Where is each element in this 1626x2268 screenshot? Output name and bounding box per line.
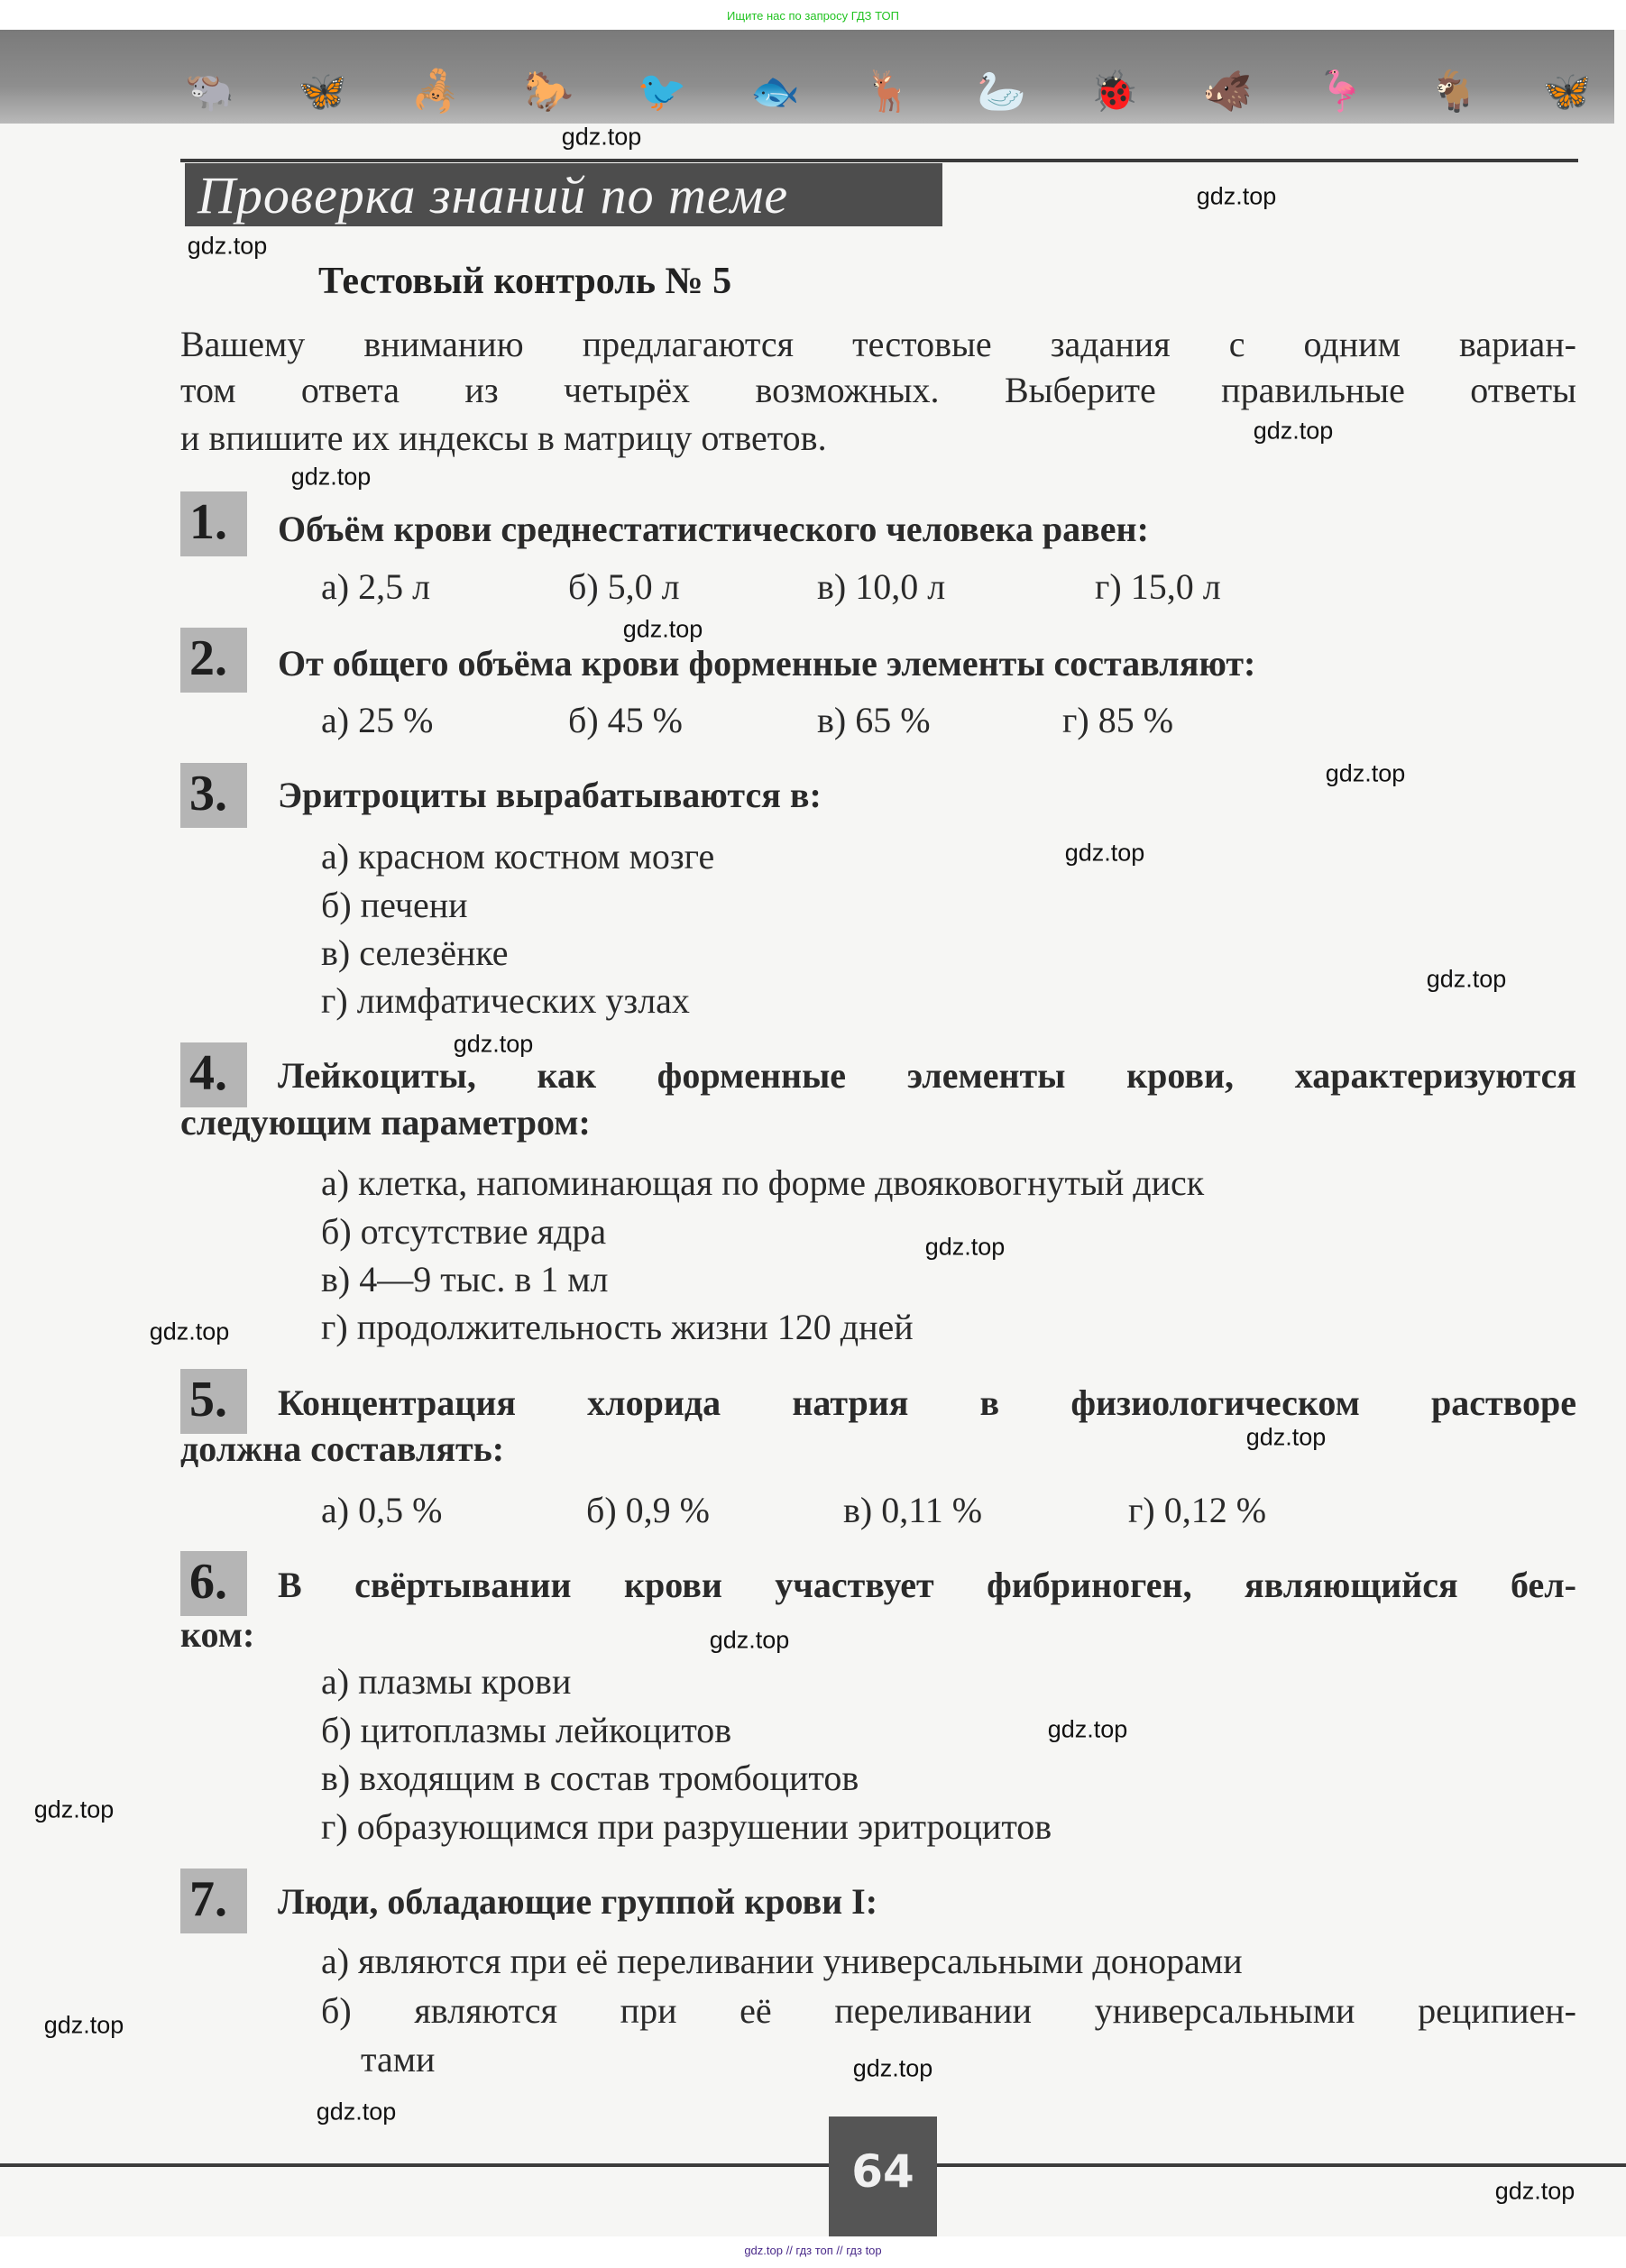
watermark: gdz.top	[316, 2098, 397, 2126]
answer-option: в) 65 %	[817, 700, 931, 740]
answer-option: б) 0,9 %	[586, 1490, 710, 1530]
goat-icon: 🐐	[1428, 69, 1479, 115]
watermark: gdz.top	[187, 232, 268, 260]
watermark: gdz.top	[1196, 182, 1277, 210]
watermark: gdz.top	[149, 1318, 230, 1345]
question-number-badge	[180, 491, 247, 556]
question-text: Лейкоциты, как форменные элементы крови, характеризуются	[278, 1055, 1576, 1096]
question-text: От общего объёма крови форменные элементы составляют:	[278, 643, 1256, 684]
horse-icon: 🐎	[524, 69, 574, 115]
test-heading: Тестовый контроль № 5	[318, 261, 732, 302]
watermark: gdz.top	[1494, 2177, 1575, 2205]
intro-line: и впишите их индексы в матрицу ответов.	[180, 418, 827, 458]
answer-option: а) клетка, напоминающая по форме двояковогнутый диск	[321, 1162, 1205, 1203]
question-text: Люди, обладающие группой крови I:	[278, 1881, 878, 1922]
watermark: gdz.top	[1047, 1715, 1128, 1743]
watermark: gdz.top	[1426, 965, 1507, 993]
answer-option: в) селезёнке	[321, 932, 509, 973]
watermark: gdz.top	[622, 615, 703, 643]
answer-option: г) лимфатических узлах	[321, 980, 690, 1021]
question-number: 7.	[189, 1871, 227, 1927]
question-number-badge	[180, 763, 247, 828]
answer-option: а) красном костном мозге	[321, 836, 715, 877]
answer-option: г) 15,0 л	[1095, 566, 1221, 607]
site-banner-bottom[interactable]: gdz.top // гдз топ // гдз top	[744, 2244, 882, 2257]
bird-icon: 🐦	[637, 69, 687, 115]
watermark: gdz.top	[1325, 759, 1406, 787]
boar-icon: 🐗	[1202, 69, 1253, 115]
answer-option: б) цитоплазмы лейкоцитов	[321, 1710, 732, 1750]
answer-option: а) являются при её переливании универсальными донорами	[321, 1941, 1243, 1981]
heron-icon: 🦢	[976, 69, 1026, 115]
answer-option: б) 45 %	[568, 700, 683, 740]
watermark: gdz.top	[43, 2011, 124, 2039]
answer-option: г) 0,12 %	[1128, 1490, 1267, 1530]
watermark: gdz.top	[33, 1795, 115, 1823]
answer-option: г) продолжительность жизни 120 дней	[321, 1307, 914, 1347]
answer-option: г) образующимся при разрушении эритроцитов	[321, 1806, 1052, 1847]
answer-option: б) отсутствие ядра	[321, 1211, 607, 1252]
question-text: следующим параметром:	[180, 1102, 591, 1143]
section-title-block	[185, 163, 942, 226]
site-banner-top[interactable]: Ищите нас по запросу ГДЗ ТОП	[727, 9, 899, 23]
bison-icon: 🐃	[185, 69, 234, 115]
answer-option: б) печени	[321, 885, 468, 925]
footer-rule	[0, 2163, 1626, 2167]
question-number-badge	[180, 1369, 247, 1434]
intro-line: том ответа из четырёх возможных. Выберите правильные ответы	[180, 370, 1576, 410]
answer-option: а) 2,5 л	[321, 566, 431, 607]
watermark: gdz.top	[924, 1233, 1006, 1261]
watermark: gdz.top	[852, 2054, 933, 2082]
question-text: Концентрация хлорида натрия в физиологическом растворе	[278, 1382, 1576, 1423]
answer-option: в) 4—9 тыс. в 1 мл	[321, 1259, 609, 1299]
watermark: gdz.top	[561, 123, 642, 151]
answer-option: тами	[361, 2039, 436, 2080]
question-number-badge	[180, 1869, 247, 1933]
answer-option: а) 0,5 %	[321, 1490, 443, 1530]
watermark: gdz.top	[709, 1626, 790, 1654]
question-number: 4.	[189, 1045, 227, 1101]
answer-option: б) являются при её переливании универсальными реципиен-	[321, 1990, 1576, 2031]
answer-option: в) 0,11 %	[843, 1490, 983, 1530]
answer-option: а) 25 %	[321, 700, 434, 740]
watermark: gdz.top	[290, 463, 372, 491]
intro-line: Вашему вниманию предлагаются тестовые задания с одним вариан-	[180, 324, 1576, 364]
animal-silhouettes	[185, 70, 1592, 114]
question-number: 6.	[189, 1554, 227, 1610]
watermark: gdz.top	[1253, 417, 1334, 445]
deer-icon: 🦌	[863, 69, 914, 115]
question-number: 2.	[189, 630, 227, 686]
answer-option: а) плазмы крови	[321, 1661, 572, 1702]
question-text: Эритроциты вырабатываются в:	[278, 775, 822, 815]
question-number-badge	[180, 1551, 247, 1616]
crane-icon: 🦩	[1316, 69, 1366, 115]
section-title: Проверка знаний по теме	[198, 166, 789, 225]
question-number: 1.	[189, 494, 227, 550]
watermark: gdz.top	[1064, 839, 1145, 867]
question-number: 3.	[189, 766, 227, 822]
insect-icon: 🐞	[1089, 69, 1140, 115]
question-text: должна составлять:	[180, 1428, 505, 1469]
question-number: 5.	[189, 1372, 227, 1428]
page-number: 64	[851, 2145, 914, 2198]
butterfly-icon: 🦋	[298, 69, 348, 115]
answer-option: в) 10,0 л	[817, 566, 946, 607]
answer-option: б) 5,0 л	[568, 566, 680, 607]
question-number-badge	[180, 1042, 247, 1107]
page-number-box	[829, 2116, 937, 2236]
question-text: Объём крови среднестатистического человека равен:	[278, 509, 1149, 549]
watermark: gdz.top	[453, 1030, 534, 1058]
question-number-badge	[180, 628, 247, 693]
title-rule	[180, 159, 1578, 162]
question-text: ком:	[180, 1614, 255, 1655]
watermark: gdz.top	[1245, 1423, 1327, 1451]
question-text: В свёртывании крови участвует фибриноген, являющийся бел-	[278, 1565, 1576, 1605]
answer-option: в) входящим в состав тромбоцитов	[321, 1758, 859, 1798]
answer-option: г) 85 %	[1062, 700, 1174, 740]
fish-icon: 🐟	[750, 69, 800, 115]
butterfly-icon: 🦋	[1542, 69, 1592, 115]
scorpion-icon: 🦂	[410, 69, 461, 115]
